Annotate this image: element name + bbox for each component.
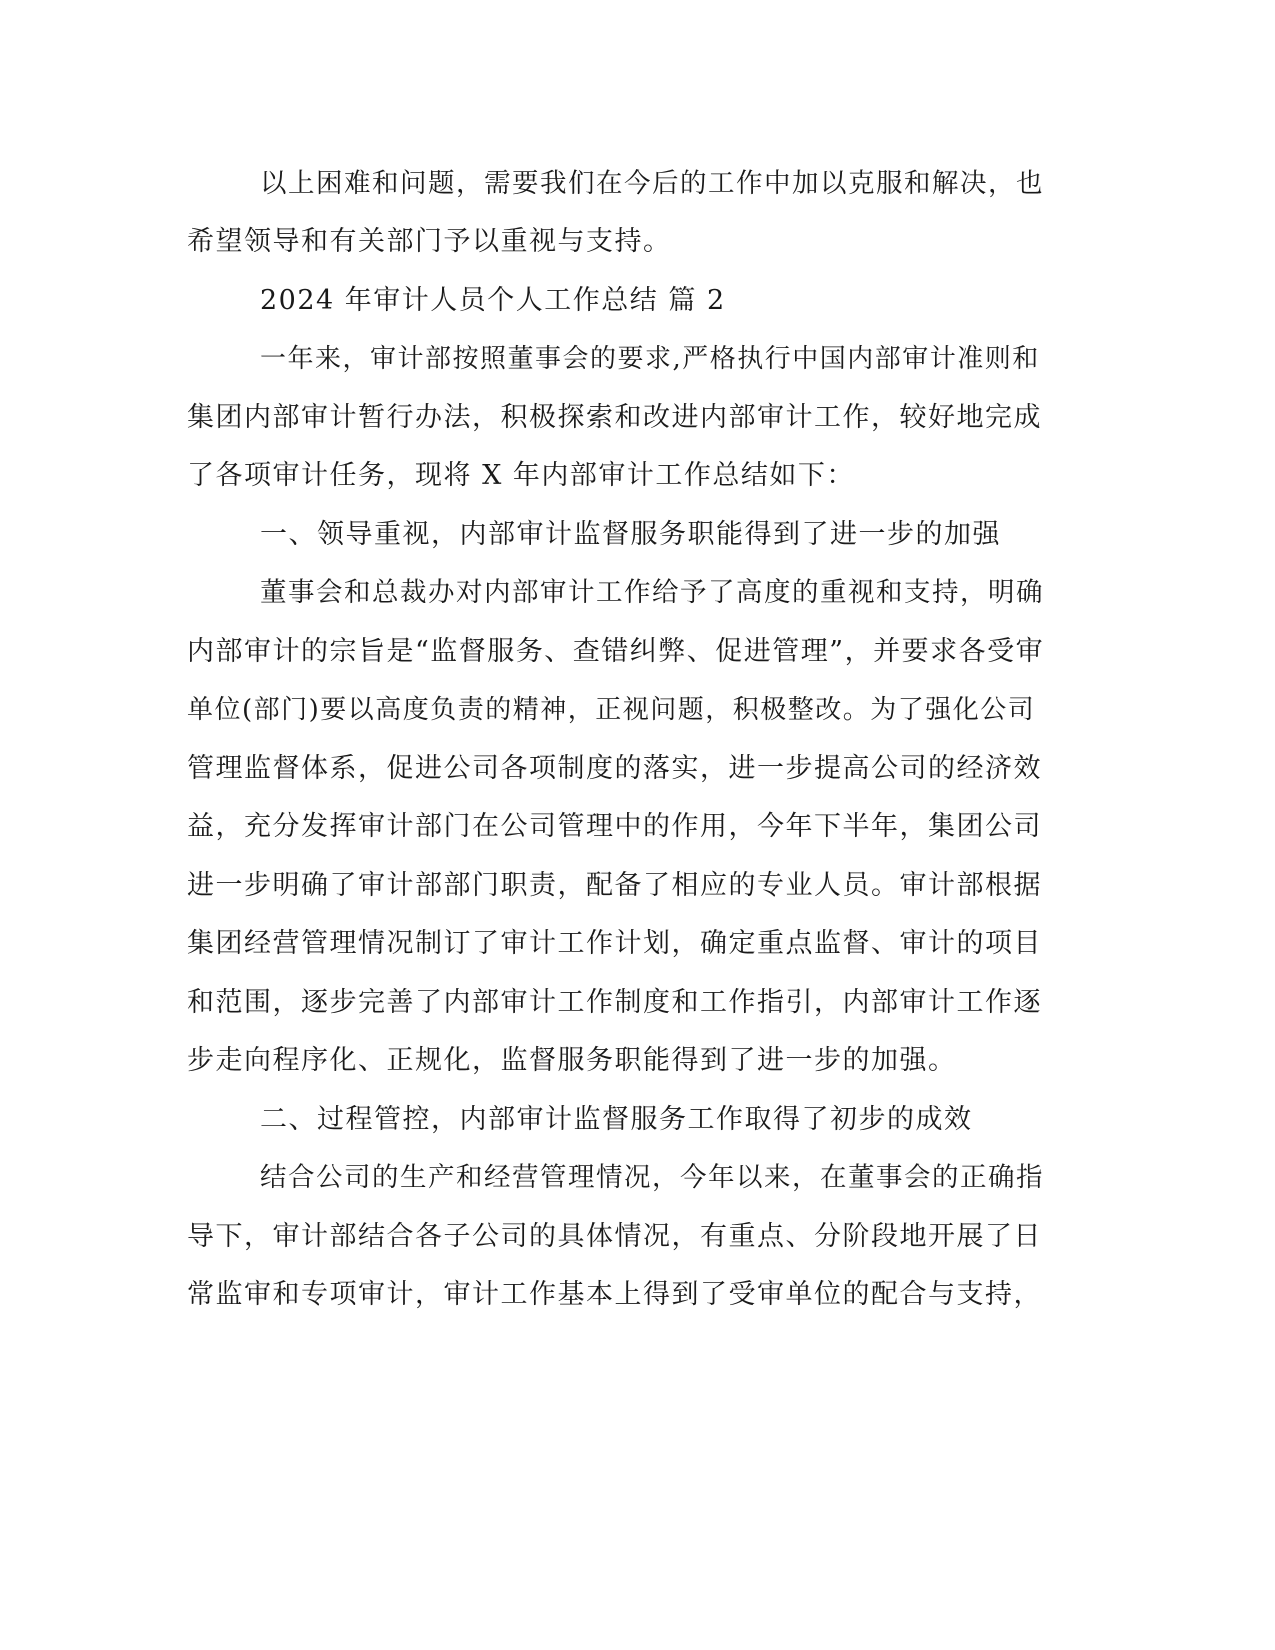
text-line: 内部审计的宗旨是“监督服务、查错纠弊、促进管理”，并要求各受审 — [187, 636, 1045, 667]
section-heading: 一、领导重视，内部审计监督服务职能得到了进一步的加强 — [260, 519, 1001, 550]
text-line: 益，充分发挥审计部门在公司管理中的作用，今年下半年，集团公司 — [187, 811, 1042, 842]
text-line: 董事会和总裁办对内部审计工作给予了高度的重视和支持，明确 — [260, 577, 1044, 608]
text-line: 希望领导和有关部门予以重视与支持。 — [187, 226, 672, 257]
text-line: 步走向程序化、正规化，监督服务职能得到了进一步的加强。 — [187, 1045, 957, 1076]
text-line: 一年来，审计部按照董事会的要求,严格执行中国内部审计准则和 — [260, 344, 1040, 374]
text-line: 和范围，逐步完善了内部审计工作制度和工作指引，内部审计工作逐 — [187, 987, 1042, 1018]
text-line: 集团经营管理情况制订了审计工作计划，确定重点监督、审计的项目 — [187, 928, 1042, 959]
text-line: 单位(部门)要以高度负责的精神，正视问题，积极整改。为了强化公司 — [187, 695, 1036, 725]
text-line: 结合公司的生产和经营管理情况，今年以来，在董事会的正确指 — [260, 1162, 1044, 1193]
text-line: 导下，审计部结合各子公司的具体情况，有重点、分阶段地开展了日 — [187, 1221, 1042, 1252]
text-line: 以上困难和问题，需要我们在今后的工作中加以克服和解决，也 — [260, 168, 1044, 199]
text-line: 常监审和专项审计，审计工作基本上得到了受审单位的配合与支持， — [187, 1279, 1042, 1310]
text-line: 进一步明确了审计部部门职责，配备了相应的专业人员。审计部根据 — [187, 870, 1042, 901]
text-line: 了各项审计任务，现将 X 年内部审计工作总结如下： — [187, 460, 855, 491]
text-line: 管理监督体系，促进公司各项制度的落实，进一步提高公司的经济效 — [187, 753, 1042, 784]
section-title: 2024 年审计人员个人工作总结 篇 2 — [260, 285, 726, 316]
section-heading: 二、过程管控，内部审计监督服务工作取得了初步的成效 — [260, 1104, 973, 1135]
text-line: 集团内部审计暂行办法，积极探索和改进内部审计工作，较好地完成 — [187, 402, 1042, 433]
